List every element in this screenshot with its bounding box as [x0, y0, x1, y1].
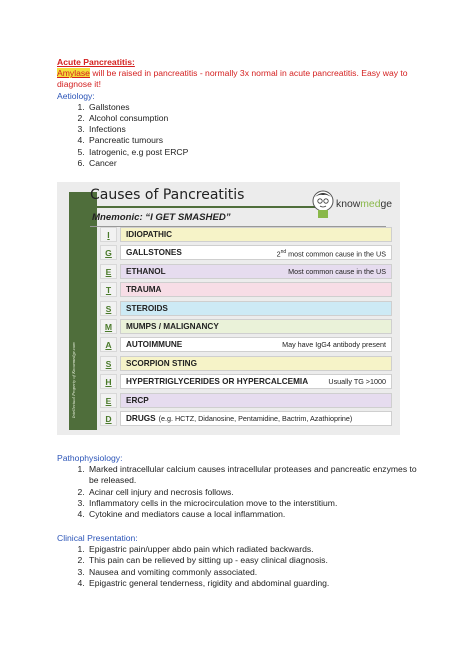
mnemonic-row: [100, 245, 392, 260]
cause-label: HYPERTRIGLYCERIDES OR HYPERCALCEMIA: [126, 377, 309, 387]
doctor-mascot-icon: [312, 190, 334, 218]
cause-label: ERCP: [126, 395, 149, 405]
cause-label: ETHANOL: [126, 266, 166, 276]
mnemonic-row: [100, 393, 392, 408]
knowmedge-logo: [310, 188, 405, 222]
list-item: 5. Iatrogenic, e.g post ERCP: [87, 147, 427, 158]
cause-note: Most common cause in the US: [288, 266, 386, 276]
cause-bar: [120, 282, 392, 297]
green-sidebar: [69, 192, 97, 430]
list-item: 2. Alcohol consumption: [87, 113, 427, 124]
mnemonic-letter: E: [100, 264, 117, 279]
mnemonic-letter: T: [100, 282, 117, 297]
amylase-highlight: Amylase: [57, 68, 90, 79]
cause-label: TRAUMA: [126, 285, 162, 295]
acute-heading: Acute Pancreatitis:: [57, 57, 135, 67]
acute-section: [57, 57, 427, 169]
list-item: 1. Marked intracellular calcium causes intracellular proteases and pancreatic enzymes to be released.: [87, 464, 427, 486]
mnemonic-rows: [100, 227, 392, 429]
list-item: 4. Epigastric general tenderness, rigidity and abdominal guarding.: [87, 578, 427, 589]
logo-prefix: know: [336, 199, 361, 210]
pathophysiology-list: [57, 464, 427, 520]
mnemonic-letter: E: [100, 393, 117, 408]
logo-accent: med: [360, 199, 381, 210]
mnemonic-letter: I: [100, 227, 117, 242]
aetiology-heading: Aetiology:: [57, 90, 95, 101]
cause-label: SCORPION STING: [126, 358, 197, 368]
mnemonic-row: [100, 264, 392, 279]
cause-examples: (e.g. HCTZ, Didanosine, Pentamidine, Bactrim, Azathioprine): [158, 413, 353, 423]
mnemonic: Mnemonic: “I GET SMASHED”: [92, 212, 231, 223]
clinical-section: [57, 533, 427, 589]
clinical-heading: Clinical Presentation:: [57, 533, 138, 543]
pathophysiology-heading: Pathophysiology:: [57, 453, 123, 463]
list-item: 6. Cancer: [87, 158, 427, 169]
cause-bar: [120, 245, 392, 260]
cause-label: GALLSTONES: [126, 248, 182, 258]
pathophysiology-section: [57, 453, 427, 520]
cause-bar: [120, 301, 392, 316]
mnemonic-row: [100, 282, 392, 297]
list-item: 3. Nausea and vomiting commonly associated.: [87, 567, 427, 578]
mnemonic-row: [100, 374, 392, 389]
cause-label: DRUGS: [126, 413, 156, 423]
mnemonic-row: [100, 301, 392, 316]
list-item: 3. Infections: [87, 124, 427, 135]
logo-suffix: ge: [380, 199, 393, 210]
mnemonic-letter: S: [100, 356, 117, 371]
list-item: 4. Cytokine and mediators cause a local inflammation.: [87, 509, 427, 520]
cause-label: AUTOIMMUNE: [126, 340, 183, 350]
cause-label: MUMPS / MALIGNANCY: [126, 321, 219, 331]
mnemonic-row: [100, 356, 392, 371]
mnemonic-row: [100, 227, 392, 242]
cause-note: 2nd most common cause in the US: [276, 249, 386, 259]
cause-bar: [120, 227, 392, 242]
acute-intro-text: will be raised in pancreatitis - normally 3x normal in acute pancreatitis. Easy way to diagnose it!: [57, 68, 408, 90]
cause-bar: [120, 337, 392, 352]
cause-label: IDIOPATHIC: [126, 230, 173, 239]
cause-note: May have IgG4 antibody present: [282, 340, 386, 350]
list-item: 1. Gallstones: [87, 102, 427, 113]
cause-bar: [120, 393, 392, 408]
mnemonic-letter: G: [100, 245, 117, 260]
cause-bar: [120, 319, 392, 334]
mnemonic-letter: S: [100, 301, 117, 316]
cause-note: Usually TG >1000: [328, 377, 386, 387]
list-item: 4. Pancreatic tumours: [87, 135, 427, 146]
cause-bar: [120, 411, 392, 426]
logo-text: [336, 199, 392, 210]
acute-intro: [57, 68, 427, 90]
clinical-list: [57, 544, 427, 589]
list-item: 3. Inflammatory cells in the microcirculation move to the interstitium.: [87, 498, 427, 509]
cause-bar: [120, 374, 392, 389]
cause-bar: [120, 264, 392, 279]
infographic-title: Causes of Pancreatitis: [90, 187, 245, 203]
sidebar-watermark: Intellectual Property of Knowmedge.com: [71, 342, 76, 418]
mnemonic-row: [100, 411, 392, 426]
list-item: 2. This pain can be relieved by sitting up - easy clinical diagnosis.: [87, 555, 427, 566]
aetiology-list: [57, 102, 427, 169]
cause-label: STEROIDS: [126, 303, 168, 313]
mnemonic-letter: M: [100, 319, 117, 334]
causes-infographic: [57, 182, 400, 435]
cause-bar: [120, 356, 392, 371]
mnemonic-row: [100, 319, 392, 334]
list-item: 1. Epigastric pain/upper abdo pain which radiated backwards.: [87, 544, 427, 555]
mnemonic-row: [100, 337, 392, 352]
mnemonic-letter: A: [100, 337, 117, 352]
list-item: 2. Acinar cell injury and necrosis follows.: [87, 487, 427, 498]
mnemonic-letter: H: [100, 374, 117, 389]
title-divider: [90, 206, 320, 208]
mnemonic-letter: D: [100, 411, 117, 426]
